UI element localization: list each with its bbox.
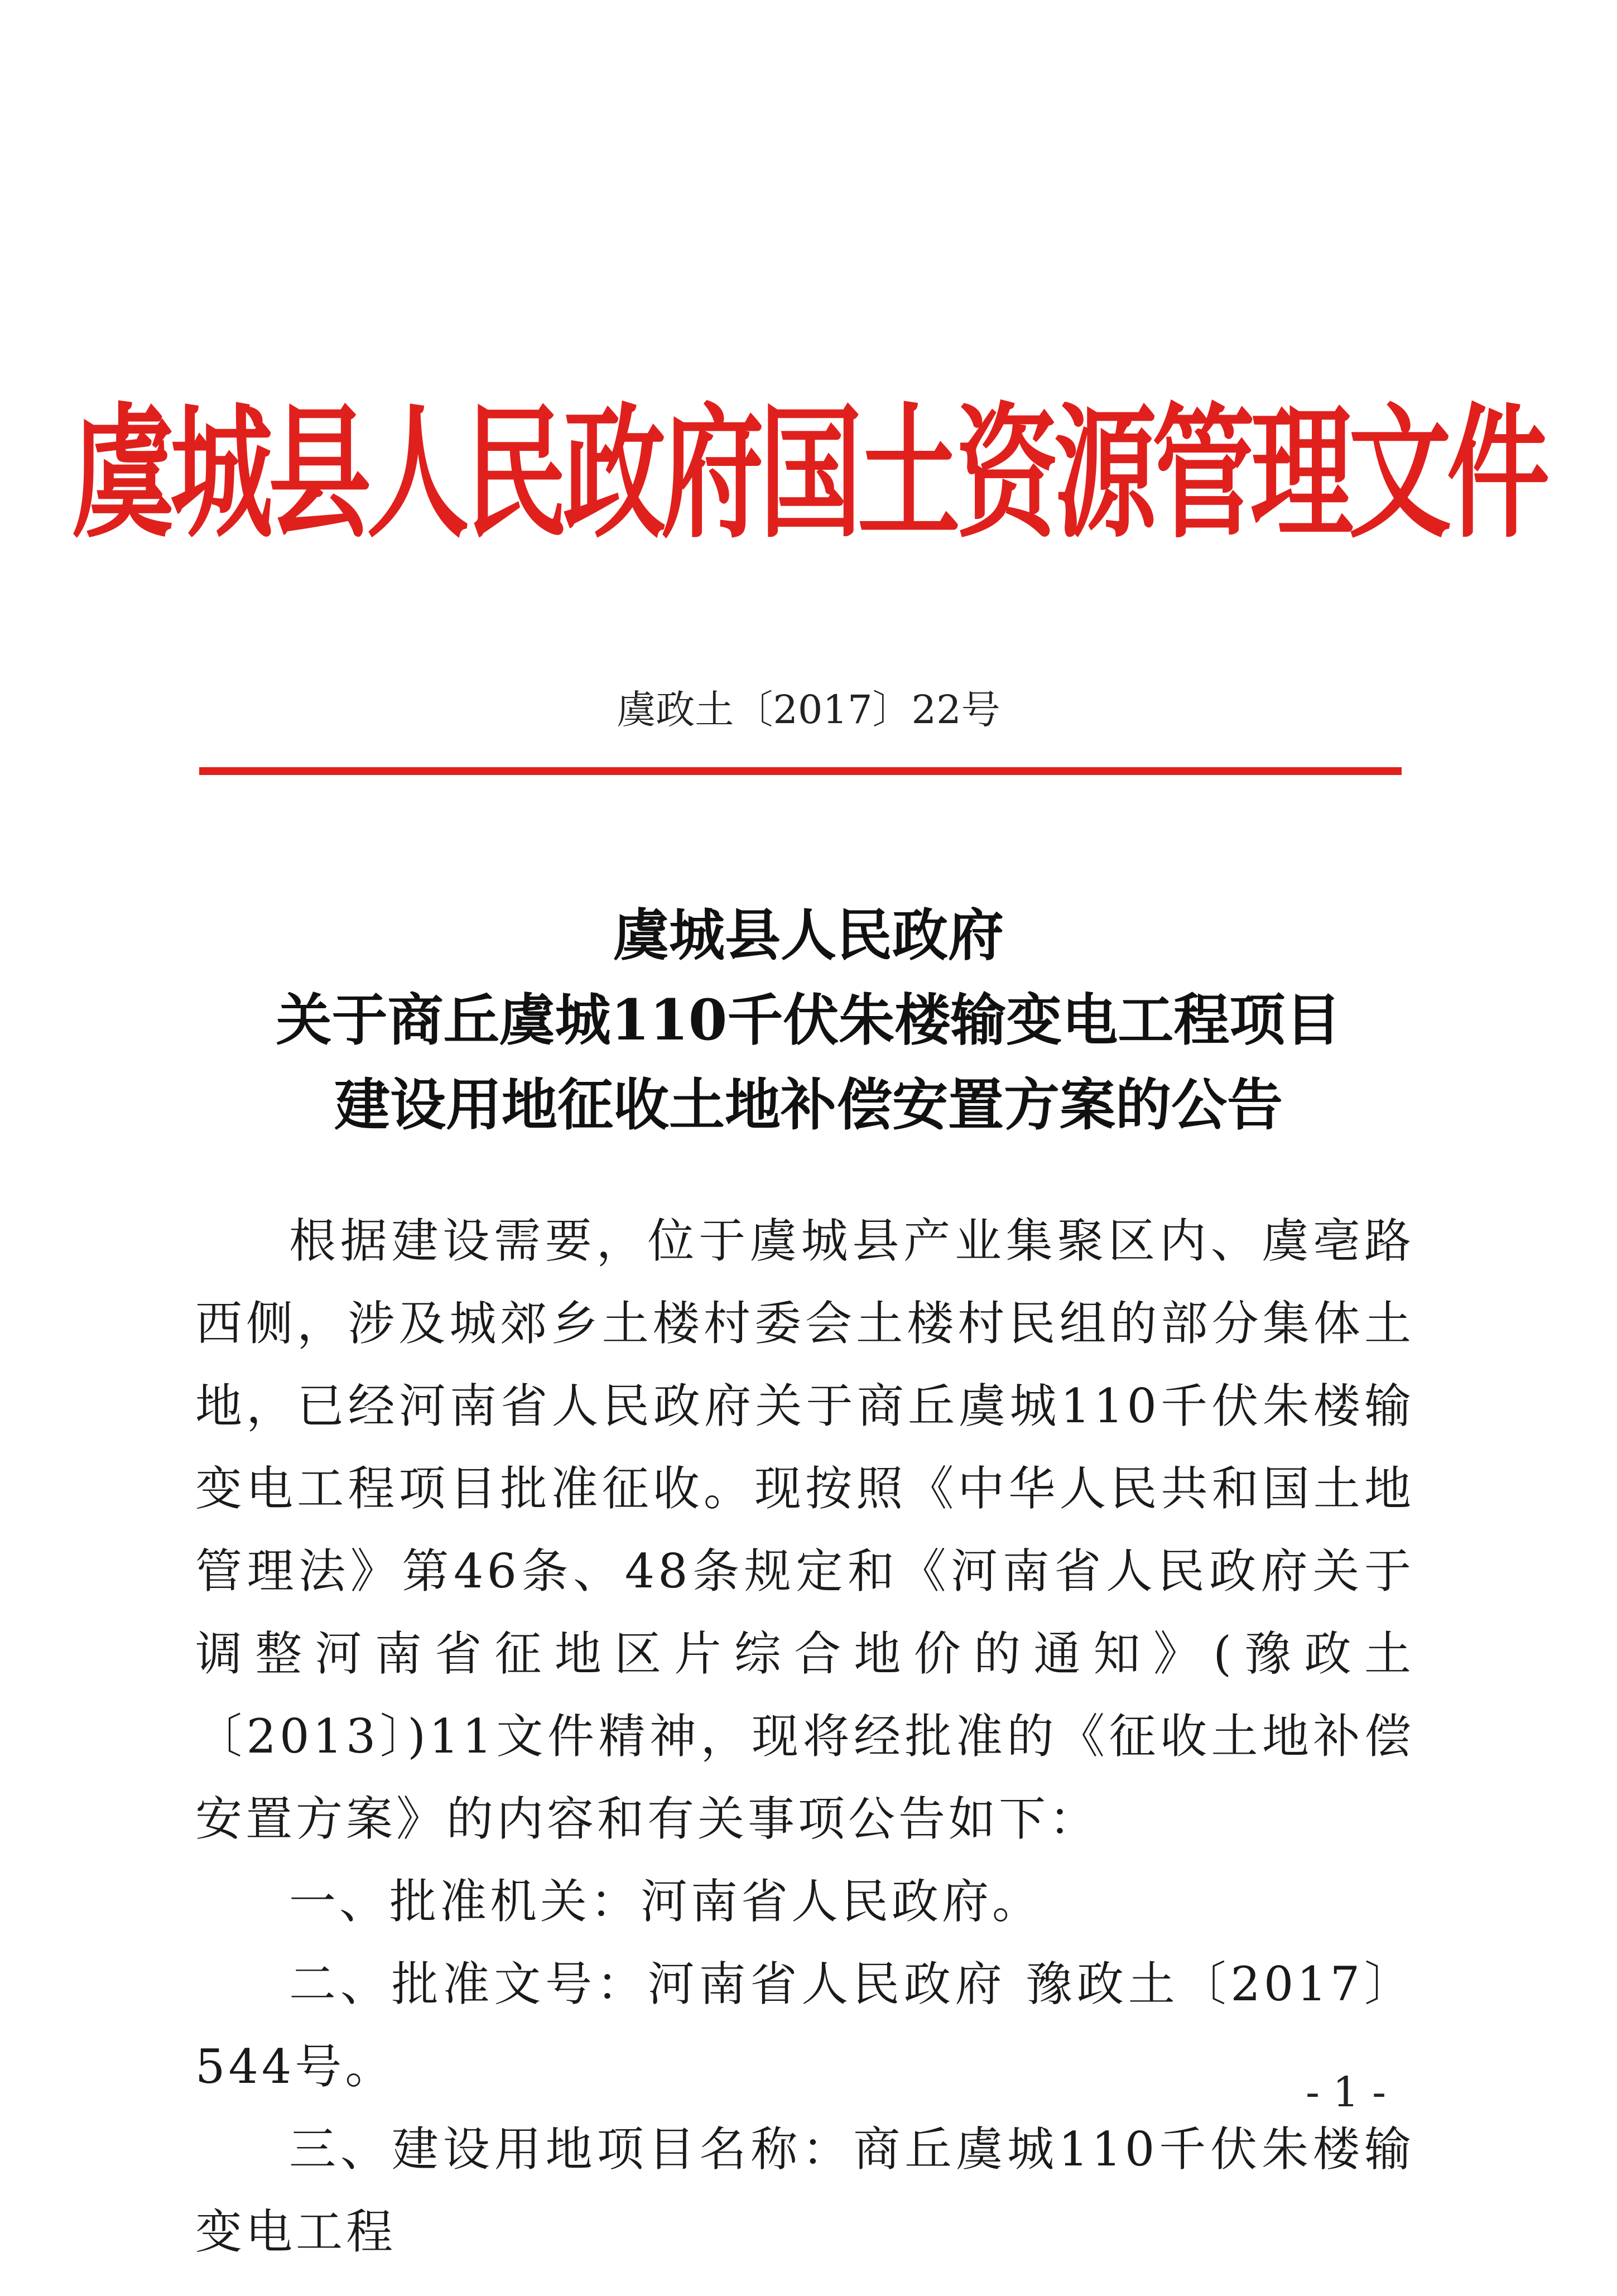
- list-item-approval-number: 二、批准文号：河南省人民政府 豫政土〔2017〕544号。: [195, 1957, 1414, 2094]
- document-title: [0, 893, 1617, 1147]
- masthead-title: 虞城县人民政府国土资源管理文件: [71, 391, 1545, 558]
- page-number: - 1 -: [1306, 2068, 1387, 2116]
- title-line: 关于商丘虞城110千伏朱楼输变电工程项目: [276, 987, 1341, 1053]
- list-item-project-name: 三、建设用地项目名称：商丘虞城110千伏朱楼输变电工程: [195, 2122, 1414, 2259]
- document-number: 虞政土〔2017〕22号: [617, 687, 1000, 733]
- title-line: 建设用地征收土地补偿安置方案的公告: [334, 1072, 1283, 1138]
- title-line: 虞城县人民政府: [613, 902, 1004, 968]
- red-divider: [199, 767, 1402, 775]
- document-body: [195, 1200, 1414, 2273]
- body-paragraph: 根据建设需要，位于虞城县产业集聚区内、虞亳路西侧，涉及城郊乡土楼村委会土楼村民组的部分集体土地，已经河南省人民政府关于商丘虞城110千伏朱楼输变电工程项目批准征收。现按照《中华人民共和国土地管理法》第46条、48条规定和《河南省人民政府关于调整河南省征地区片综合地价的通知》(豫政土〔2013〕)11文件精神，现将经批准的《征收土地补偿安置方案》的内容和有关事项公告如下：: [195, 1214, 1414, 1846]
- list-item-approval-authority: 一、批准机关：河南省人民政府。: [289, 1874, 1043, 1929]
